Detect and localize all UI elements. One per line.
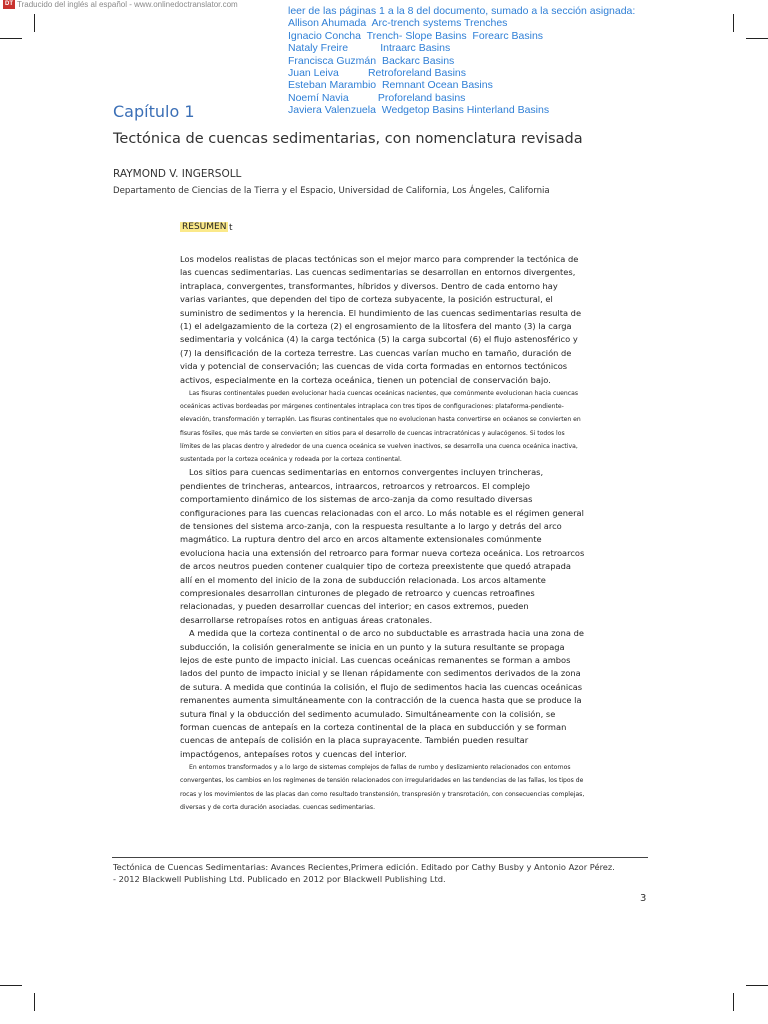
footer-copyright: - 2012 Blackwell Publishing Ltd. Publicado en 2012 por Blackwell Publishing Ltd.	[113, 874, 446, 884]
abstract-label-suffix: t	[229, 223, 233, 233]
crop-mark	[0, 985, 22, 986]
assignment-row: Francisca Guzmán Backarc Basins	[288, 54, 455, 67]
page-number: 3	[640, 893, 647, 904]
translator-logo-icon: DT	[5, 1, 13, 8]
translator-banner[interactable]	[3, 0, 238, 9]
abstract-paragraph: A medida que la corteza continental o de arco no subductable es arrastrada hacia una zona de subducción, la colisión generalmente se inicia en un punto y la sutura resultante se propaga lejos de este punto de impacto inicial. Las cuencas oceánicas remanentes se forman a ambos lados del punto de impacto inicial y se llenan rápidamente con sedimentos derivados de la zona de sutura. A medida que continúa la colisión, el flujo de sedimentos hacia las cuencas oceánicas remanentes aumenta simultáneamente con la contracción de la cuenca hasta que se produce la sutura final y la obducción del sedimento acumulado. Simultáneamente con la colisión, se forman cuencas de antepaís en la corteza continental de la placa en subducción y se forman cuencas de antepaís de colisión en la placa suprayacente. También pueden resultar impactógenos, antepaíses rotos y cuencas del interior.	[180, 628, 584, 759]
crop-mark	[34, 993, 35, 1011]
author-affiliation: Departamento de Ciencias de la Tierra y el Espacio, Universidad de California, Los Ángeles, California	[113, 186, 550, 196]
abstract-paragraph: Los sitios para cuencas sedimentarias en entornos convergentes incluyen trincheras, pendientes de trincheras, antearcos, intraarcos, retroarcos y retroarcos. El complejo comportamiento dinámico de los sistemas de arco-zanja da como resultado diversas configuraciones para las cuencas relacionadas con el arco. Lo más notable es el régimen general de tensiones del sistema arco-zanja, con la respuesta resultante a lo largo y detrás del arco magmático. La ruptura dentro del arco en arcos altamente extensionales comúnmente evoluciona hacia una extensión del retroarco para formar nueva corteza oceánica. Los retroarcos de arcos neutros pueden contener cualquier tipo de corteza preexistente que quedó atrapada allí en el momento del inicio de la zona de subducción relacionada. Los arcos altamente compresionales desarrollan cinturones de plegado de retroarco y cuencas retroafines relacionadas, y pueden desarrollar cuencas del interior; en casos extremos, pueden desarrollarse retropaíses rotos en antiguas áreas cratonales.	[180, 467, 585, 625]
assignment-intro: leer de las páginas 1 a la 8 del documento, sumado a la sección asignada:	[288, 5, 636, 17]
assignment-row: Ignacio Concha Trench- Slope Basins Forearc Basins	[288, 29, 544, 42]
assignment-row: Esteban Marambio Remnant Ocean Basins	[288, 79, 493, 92]
abstract-label: RESUMEN	[182, 222, 227, 232]
assignment-row: Javiera Valenzuela Wedgetop Basins Hinterland Basins	[288, 104, 550, 117]
crop-mark	[746, 985, 768, 986]
chapter-heading: Capítulo 1	[113, 102, 195, 121]
assignment-row: Allison Ahumada Arc-trench systems Trenches	[288, 17, 508, 30]
abstract-paragraph: Las fisuras continentales pueden evolucionar hacia cuencas oceánicas nacientes, que comúnmente evolucionan hacia cuencas oceánicas activas bordeadas por márgenes continentales intraplaca con tres tipos de configuraciones: plataforma-pendiente-elevación, transformación y terraplén. Las fisuras continentales que no evolucionan hasta convertirse en océanos se convierten en fisuras fósiles, que más tarde se convierten en sitios para el desarrollo de cuencas intracratónicas y aulacógenos. Si todos los límites de las placas dentro y alrededor de una cuenca oceánica se vuelven inactivos, se desarrolla una cuenca oceánica inactiva, sustentada por la corteza oceánica y rodeada por la corteza continental.	[180, 390, 581, 464]
abstract-paragraph: En entornos transformados y a lo largo de sistemas complejos de fallas de rumbo y deslizamiento relacionados con entornos convergentes, los cambios en los regímenes de tensión relacionados con irregularidades en las tendencias de las fallas, los tipos de rocas y los movimientos de las placas dan como resultado transtensión, transpresión y transrotación, con consecuencias complejas, diversas y de corta duración asociadas. cuencas sedimentarias.	[180, 764, 585, 811]
footer-divider	[112, 857, 648, 858]
crop-mark	[733, 14, 734, 32]
crop-mark	[746, 38, 768, 39]
assignment-row: Noemí Navia Proforeland basins	[288, 91, 466, 104]
document-title: Tectónica de cuencas sedimentarias, con nomenclatura revisada	[113, 131, 583, 147]
assignment-row: Juan Leiva Retroforeland Basins	[288, 67, 467, 80]
abstract-body	[180, 253, 585, 814]
translator-note: Traducido del inglés al español - www.onlinedoctranslator.com	[17, 0, 238, 9]
assignment-note	[288, 5, 635, 117]
author-name: RAYMOND V. INGERSOLL	[113, 168, 242, 180]
assignment-row: Nataly Freire Intraarc Basins	[288, 42, 451, 55]
abstract-paragraph: Los modelos realistas de placas tectónicas son el mejor marco para comprender la tectónica de las cuencas sedimentarias. Las cuencas sedimentarias se desarrollan en entornos divergentes, intraplaca, convergentes, transformantes, híbridos y diversos. Dentro de cada entorno hay varias variantes, que dependen del tipo de corteza subyacente, la posición estructural, el suministro de sedimentos y la herencia. El hundimiento de las cuencas sedimentarias resulta de (1) el adelgazamiento de la corteza (2) el engrosamiento de la litosfera del manto (3) la carga sedimentaria y volcánica (4) la carga tectónica (5) la carga subcortal (6) el flujo astenosférico y (7) la densificación de la corteza terrestre. Las cuencas varían mucho en tamaño, duración de vida y potencial de conservación; las cuencas de vida corta formadas en entornos tectónicos activos, especialmente en la corteza oceánica, tienen un potencial de conservación bajo.	[180, 254, 582, 385]
crop-mark	[733, 993, 734, 1011]
crop-mark	[0, 38, 22, 39]
footer-citation: Tectónica de Cuencas Sedimentarias: Avances Recientes,Primera edición. Editado por Cathy Busby y Antonio Azor Pérez.	[113, 862, 615, 872]
crop-mark	[34, 14, 35, 32]
